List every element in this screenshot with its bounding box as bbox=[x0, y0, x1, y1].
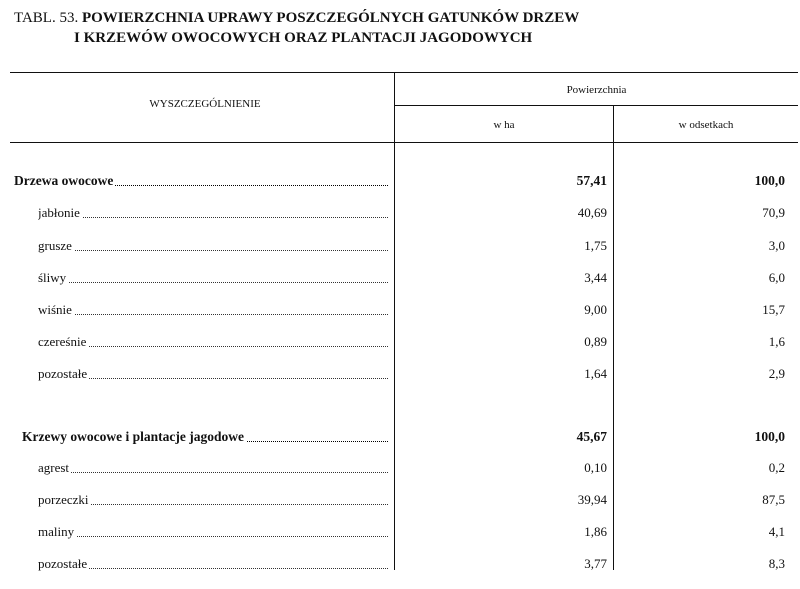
percent-value: 87,5 bbox=[762, 492, 785, 507]
hectares-value: 0,89 bbox=[584, 334, 607, 349]
row-label bbox=[38, 332, 88, 352]
row-label-text: czereśnie bbox=[38, 334, 87, 349]
area-group-header: Powierzchnia bbox=[566, 84, 627, 96]
top-rule bbox=[10, 72, 798, 73]
table-title-line2: I KRZEWÓW OWOCOWYCH ORAZ PLANTACJI JAGODOWYCH bbox=[74, 30, 533, 46]
row-label-text: pozostałe bbox=[38, 366, 88, 381]
hectares-value: 1,75 bbox=[584, 238, 607, 253]
leader-dots bbox=[38, 250, 388, 251]
hectares-value: 45,67 bbox=[576, 429, 607, 444]
percent-value: 0,2 bbox=[768, 460, 785, 475]
table-number: TABL. 53. bbox=[14, 10, 79, 26]
table-row bbox=[0, 427, 800, 447]
row-label-text: Drzewa owocowe bbox=[14, 173, 114, 188]
hectares-value: 40,69 bbox=[577, 205, 607, 220]
percent-value: 100,0 bbox=[754, 429, 785, 444]
percent-value: 4,1 bbox=[768, 524, 785, 539]
row-label bbox=[38, 554, 89, 574]
row-label bbox=[38, 203, 82, 223]
row-label bbox=[38, 236, 74, 256]
table-row bbox=[0, 171, 800, 191]
table-row bbox=[0, 364, 800, 384]
hectares-value: 0,10 bbox=[584, 460, 607, 475]
percent-column-header: w odsetkach bbox=[678, 119, 734, 131]
hectares-column-header: w ha bbox=[493, 119, 515, 131]
row-label-text: maliny bbox=[38, 524, 75, 539]
percent-value: 3,0 bbox=[768, 238, 785, 253]
group-divider-rule bbox=[395, 105, 798, 106]
table-title-line1: POWIERZCHNIA UPRAWY POSZCZEGÓLNYCH GATUNKÓW DRZEW bbox=[81, 10, 580, 26]
leader-dots bbox=[38, 217, 388, 218]
table-row bbox=[0, 490, 800, 510]
row-label-text: porzeczki bbox=[38, 492, 89, 507]
percent-value: 70,9 bbox=[762, 205, 785, 220]
table-row bbox=[0, 203, 800, 223]
hectares-value: 57,41 bbox=[576, 173, 607, 188]
table-row bbox=[0, 522, 800, 542]
table-row bbox=[0, 458, 800, 478]
hectares-value: 1,86 bbox=[584, 524, 607, 539]
row-label-text: jabłonie bbox=[38, 205, 80, 220]
hectares-value: 9,00 bbox=[584, 302, 607, 317]
row-label-text: śliwy bbox=[38, 270, 67, 285]
percent-value: 6,0 bbox=[768, 270, 785, 285]
hectares-value: 3,44 bbox=[584, 270, 607, 285]
table-row bbox=[0, 554, 800, 574]
leader-dots bbox=[38, 472, 388, 473]
table-row bbox=[0, 236, 800, 256]
row-label bbox=[38, 490, 91, 510]
table-row bbox=[0, 300, 800, 320]
hectares-value: 1,64 bbox=[584, 366, 607, 381]
percent-value: 2,9 bbox=[768, 366, 785, 381]
leader-dots bbox=[38, 346, 388, 347]
hectares-value: 3,77 bbox=[584, 556, 607, 571]
leader-dots bbox=[38, 282, 388, 283]
table-row bbox=[0, 268, 800, 288]
percent-value: 1,6 bbox=[768, 334, 785, 349]
row-label-text: Krzewy owocowe i plantacje jagodowe bbox=[22, 429, 244, 444]
row-label bbox=[22, 427, 246, 447]
row-label-text: agrest bbox=[38, 460, 70, 475]
row-label bbox=[38, 522, 76, 542]
row-label bbox=[38, 458, 71, 478]
row-label bbox=[38, 268, 68, 288]
row-label bbox=[38, 300, 74, 320]
table-title bbox=[14, 8, 579, 48]
percent-value: 15,7 bbox=[762, 302, 785, 317]
header-bottom-rule bbox=[10, 142, 798, 143]
leader-dots bbox=[38, 568, 388, 569]
row-label bbox=[14, 171, 115, 191]
row-label-text: wiśnie bbox=[38, 302, 72, 317]
row-label-text: pozostałe bbox=[38, 556, 88, 571]
leader-dots bbox=[38, 378, 388, 379]
row-label bbox=[38, 364, 89, 384]
percent-value: 8,3 bbox=[768, 556, 785, 571]
table-row bbox=[0, 332, 800, 352]
leader-dots bbox=[38, 536, 388, 537]
label-column-header: WYSZCZEGÓLNIENIE bbox=[149, 98, 261, 110]
row-label-text: grusze bbox=[38, 238, 72, 253]
hectares-value: 39,94 bbox=[577, 492, 607, 507]
percent-value: 100,0 bbox=[754, 173, 785, 188]
leader-dots bbox=[38, 314, 388, 315]
